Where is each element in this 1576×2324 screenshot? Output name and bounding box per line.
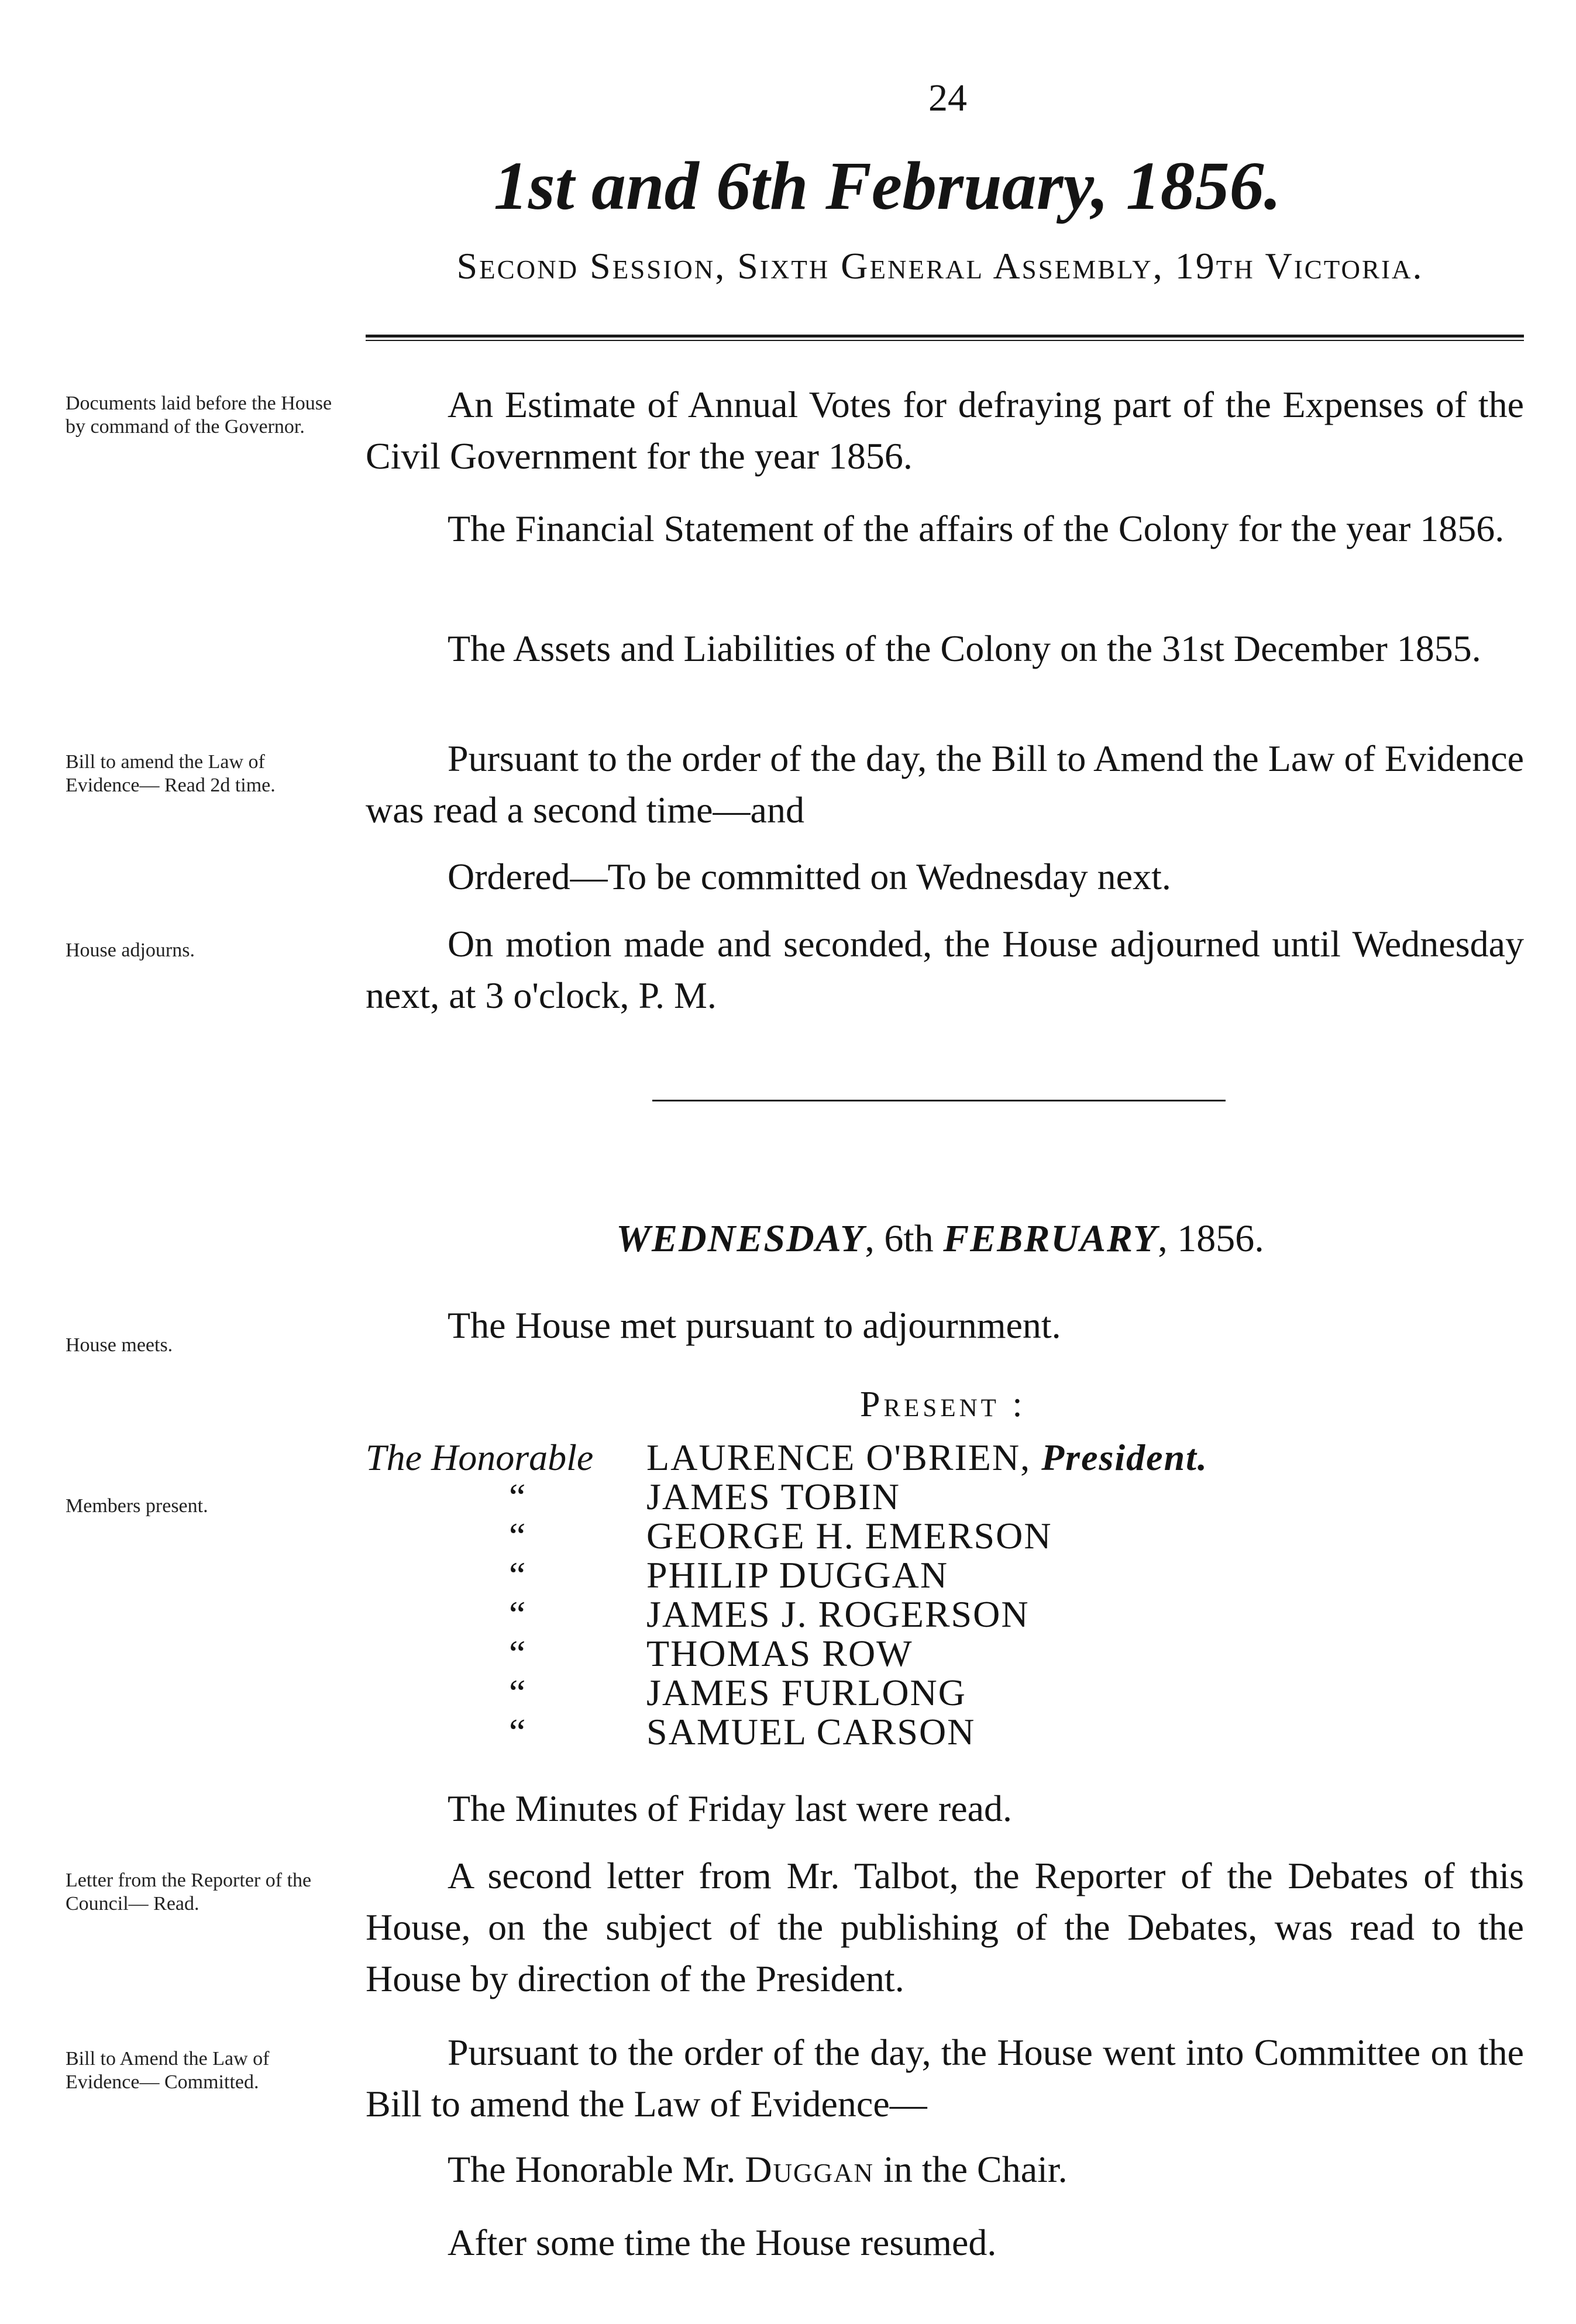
paragraph-estimate-text: An Estimate of Annual Votes for defraying part of the Expenses of the Civil Government for the year 1856. <box>366 384 1524 477</box>
chair-suffix: in the Chair. <box>874 2149 1068 2190</box>
page-number: 24 <box>928 77 967 119</box>
paragraph-minutes: The Minutes of Friday last were read. <box>448 1788 1013 1829</box>
paragraph-chair <box>448 2144 1524 2195</box>
heading-year: , 1856. <box>1158 1217 1264 1260</box>
paragraph-financial-text: The Financial Statement of the affairs of the Colony for the year 1856. <box>448 508 1505 549</box>
member-name: JAMES TOBIN <box>646 1476 900 1517</box>
margin-note-members-present: Members present. <box>66 1495 208 1517</box>
member-name: THOMAS ROW <box>646 1633 913 1674</box>
margin-note-house-meets: House meets. <box>66 1334 173 1356</box>
member-row <box>366 1477 1477 1516</box>
member-row <box>366 1555 1477 1595</box>
paragraph-estimate <box>366 379 1524 482</box>
member-name: JAMES FURLONG <box>646 1672 966 1713</box>
member-row <box>366 1516 1477 1555</box>
margin-note-house-adjourns: House adjourns. <box>66 939 195 961</box>
paragraph-adjourned <box>366 918 1524 1021</box>
member-row <box>366 1712 1477 1751</box>
title-rule <box>366 335 1524 338</box>
paragraph-assets <box>366 623 1524 674</box>
present-heading: Present : <box>860 1385 1026 1424</box>
chair-name: Duggan <box>745 2149 875 2190</box>
members-list <box>366 1438 1477 1751</box>
margin-note-documents: Documents laid before the House by command of the Governor. <box>66 393 332 438</box>
paragraph-assets-text: The Assets and Liabilities of the Colony on the 31st December 1855. <box>448 628 1481 669</box>
member-row <box>366 1673 1477 1712</box>
ditto-mark: “ <box>509 1476 526 1517</box>
ditto-mark: “ <box>509 1515 526 1557</box>
section-divider <box>652 1100 1226 1101</box>
president-role: President. <box>1041 1437 1208 1478</box>
member-row <box>366 1438 1477 1477</box>
section-heading-wednesday <box>363 1217 1517 1261</box>
member-name-text: LAURENCE O'BRIEN, <box>646 1437 1031 1478</box>
paragraph-committee-text: Pursuant to the order of the day, the House went into Committee on the Bill to amend the Law of Evidence— <box>366 2032 1524 2125</box>
ditto-mark: “ <box>509 1593 526 1635</box>
chair-prefix: The Honorable Mr. <box>448 2149 745 2190</box>
member-name: GEORGE H. EMERSON <box>646 1515 1052 1557</box>
member-name <box>646 1438 1208 1477</box>
paragraph-bill-read-text: Pursuant to the order of the day, the Bill to Amend the Law of Evidence was read a second time—and <box>366 738 1524 831</box>
heading-month: FEBRUARY <box>943 1217 1158 1260</box>
paragraph-adjourned-text: On motion made and seconded, the House adjourned until Wednesday next, at 3 o'clock, P. M. <box>366 923 1524 1016</box>
paragraph-house-met: The House met pursuant to adjournment. <box>448 1304 1061 1346</box>
margin-note-letter: Letter from the Reporter of the Council— Read. <box>66 1869 312 1915</box>
member-row <box>366 1634 1477 1673</box>
margin-note-bill-second-reading: Bill to amend the Law of Evidence— Read 2d time. <box>66 751 276 796</box>
paragraph-committee <box>366 2027 1524 2130</box>
heading-date: , 6th <box>865 1217 944 1260</box>
paragraph-letter-text: A second letter from Mr. Talbot, the Reporter of the Debates of this House, on the subject of the publishing of the Debates, was read to the House by direction of the President. <box>366 1855 1524 1999</box>
paragraph-bill-read <box>366 733 1524 836</box>
paragraph-letter <box>366 1850 1524 2005</box>
ditto-mark: “ <box>509 1633 526 1674</box>
page-title: 1st and 6th February, 1856. <box>493 147 1282 224</box>
page-subtitle: Second Session, Sixth General Assembly, 19th Victoria. <box>456 245 1424 287</box>
member-name: PHILIP DUGGAN <box>646 1554 949 1596</box>
ditto-mark: “ <box>509 1672 526 1713</box>
member-row <box>366 1595 1477 1634</box>
ditto-mark: “ <box>509 1554 526 1596</box>
ditto-mark: “ <box>509 1711 526 1753</box>
member-name: SAMUEL CARSON <box>646 1711 976 1753</box>
honorable-prefix: The Honorable <box>366 1437 594 1478</box>
paragraph-financial-statement <box>366 503 1524 555</box>
title-rule-thin <box>366 340 1524 341</box>
paragraph-ordered: Ordered—To be committed on Wednesday next. <box>448 856 1171 897</box>
member-name: JAMES J. ROGERSON <box>646 1593 1030 1635</box>
heading-day: WEDNESDAY <box>616 1217 865 1260</box>
paragraph-resumed: After some time the House resumed. <box>448 2222 997 2263</box>
margin-note-bill-committed: Bill to Amend the Law of Evidence— Committed. <box>66 2048 270 2093</box>
